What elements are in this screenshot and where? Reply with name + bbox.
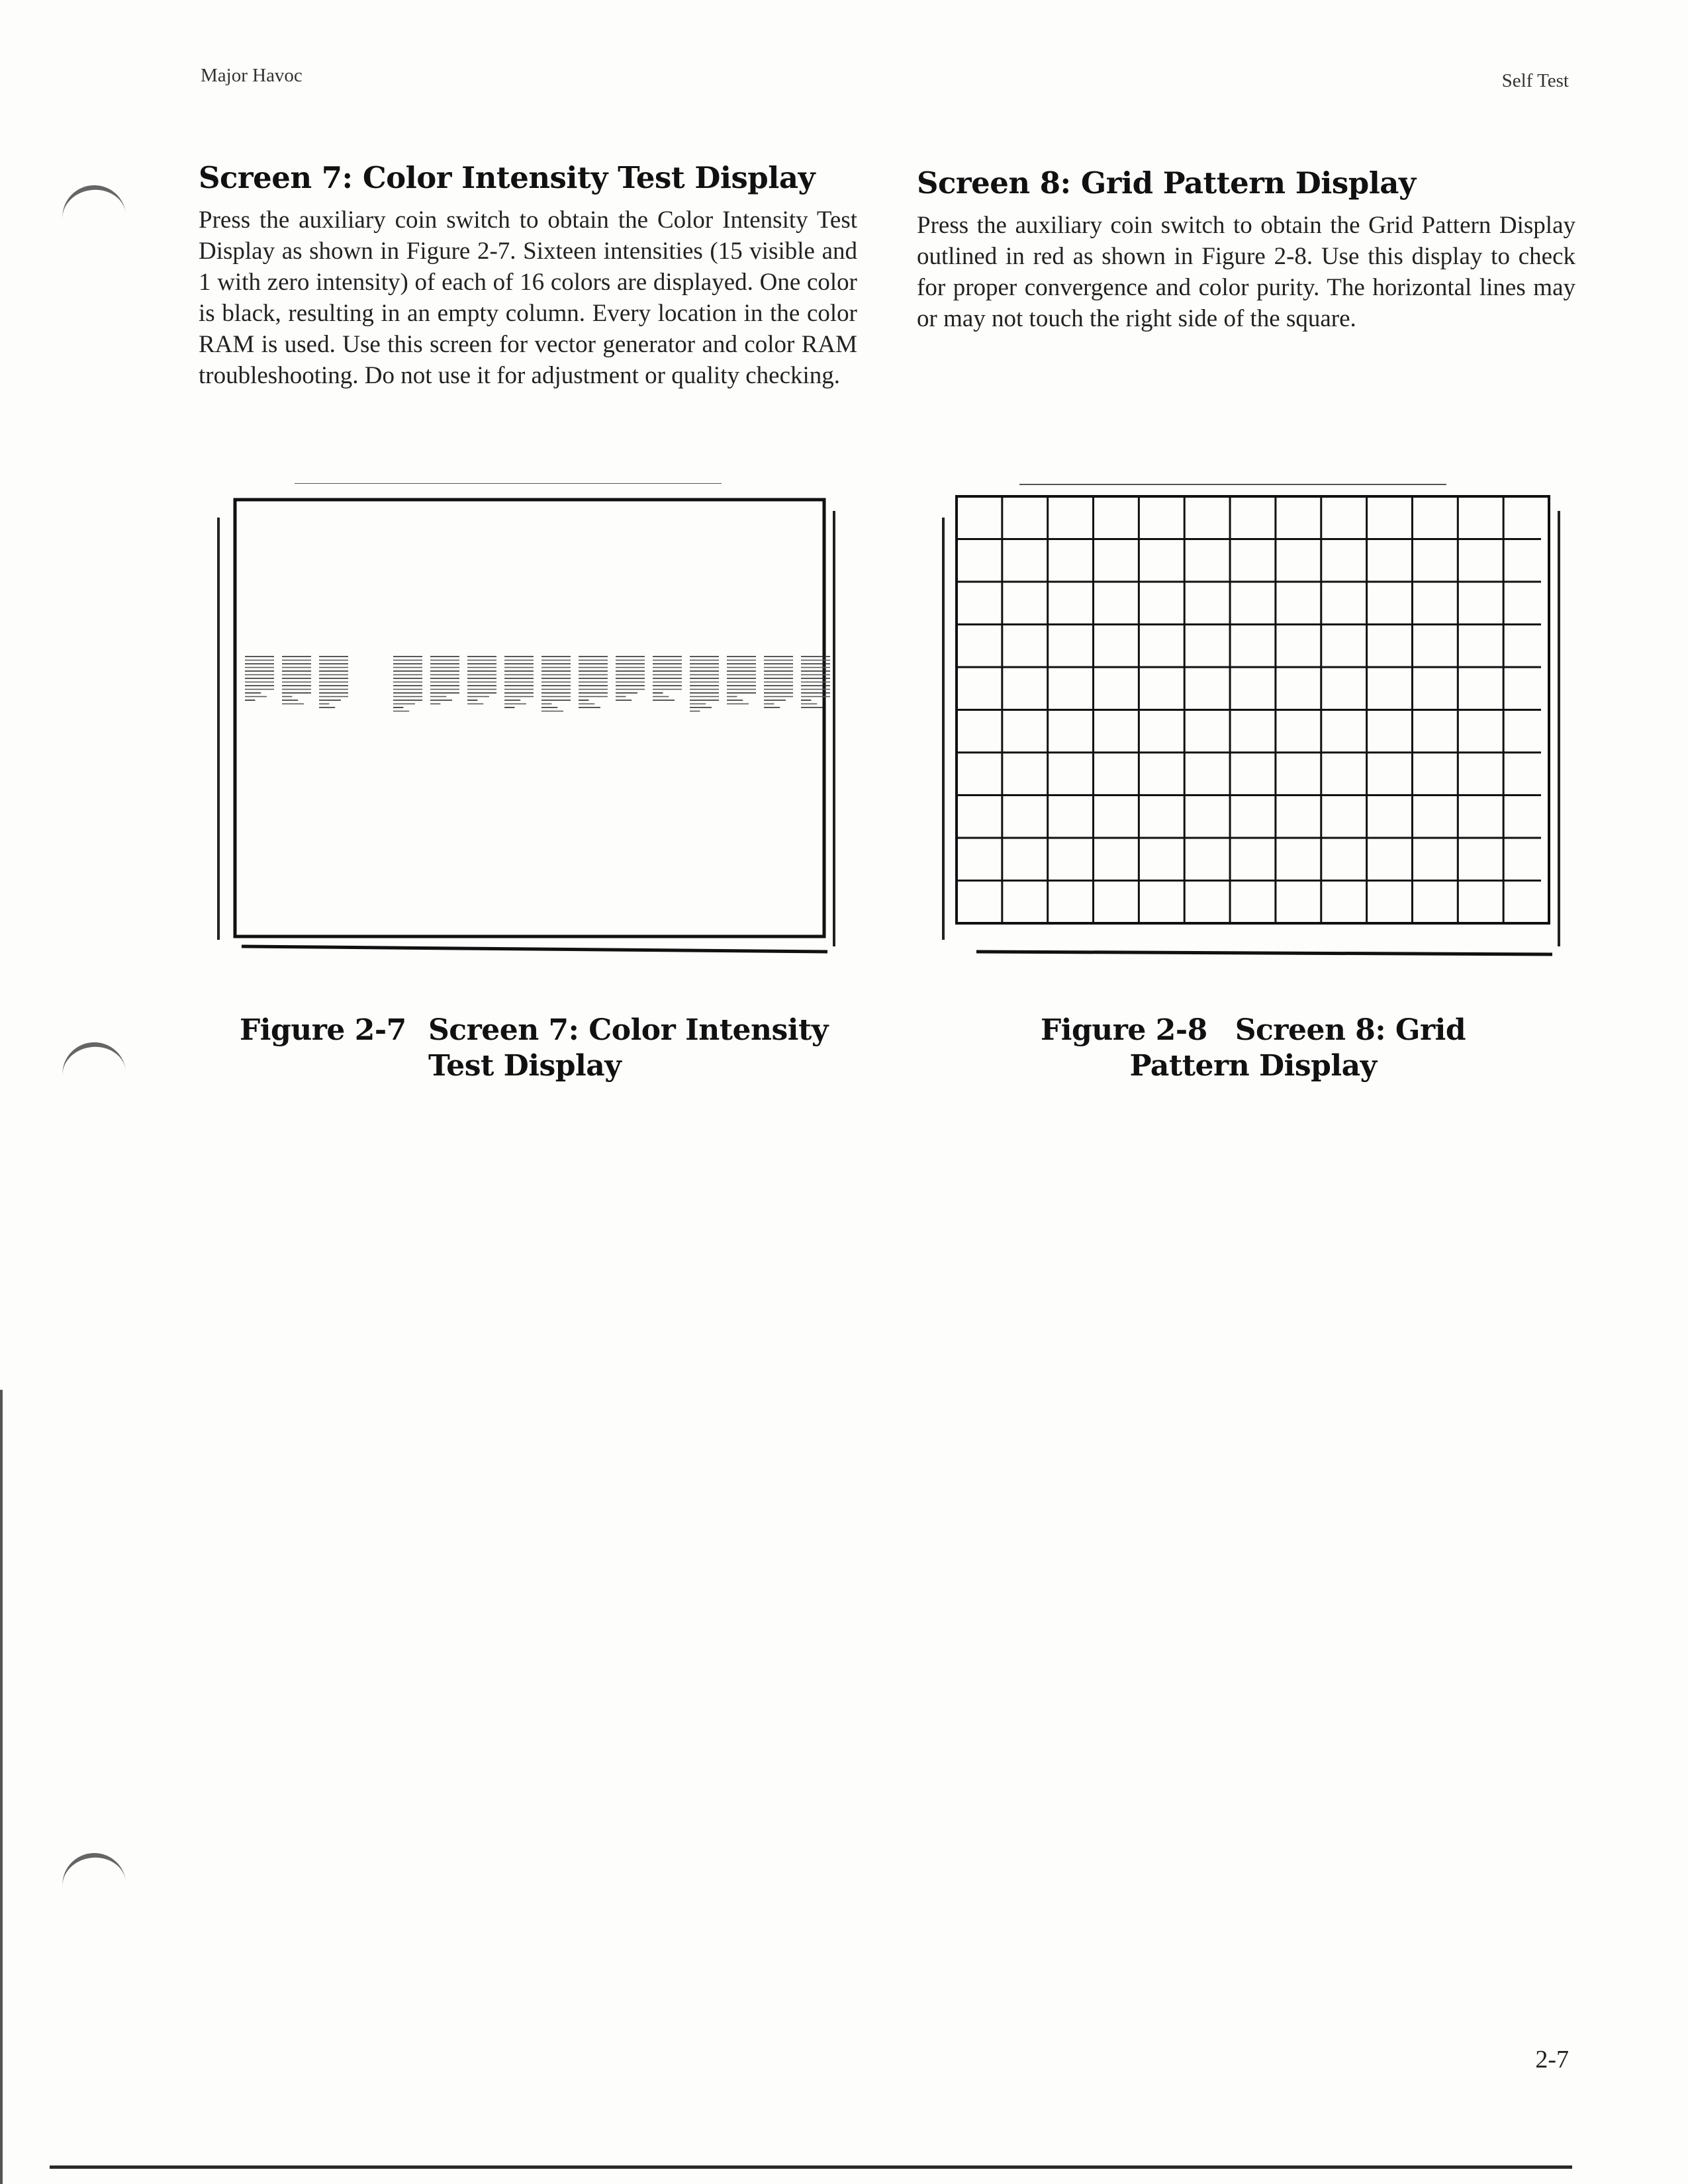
intensity-column bbox=[430, 657, 459, 704]
section-title-screen-7: Screen 7: Color Intensity Test Display bbox=[199, 160, 816, 195]
figure-number-2-7: Figure 2-7 bbox=[240, 1013, 406, 1047]
figure-2-7-illustration bbox=[212, 483, 841, 960]
binder-hole-3 bbox=[60, 1850, 126, 1890]
intensity-column bbox=[690, 657, 719, 711]
bottom-rule bbox=[50, 2165, 1572, 2169]
intensity-column bbox=[579, 657, 608, 707]
intensity-column bbox=[616, 657, 645, 700]
section-title-screen-8: Screen 8: Grid Pattern Display bbox=[917, 165, 1416, 201]
intensity-column bbox=[245, 657, 274, 700]
intensity-column bbox=[541, 657, 571, 711]
figure-caption-2-8-line-1: Screen 8: Grid bbox=[1235, 1013, 1466, 1047]
section-screen-8 bbox=[917, 165, 1575, 334]
running-head-right: Self Test bbox=[1501, 70, 1569, 91]
figure-caption-2-7-line-1: Screen 7: Color Intensity bbox=[428, 1013, 828, 1047]
section-body-screen-8: Press the auxiliary coin switch to obtain the Grid Pattern Display outlined in red as shown in Figure 2-8. Use this display to check for proper convergence and color purity. The horizontal lines may or may not touch the right side of the square. bbox=[917, 212, 1575, 332]
binder-hole-1 bbox=[60, 182, 126, 222]
intensity-column bbox=[282, 657, 311, 704]
figure-2-8-illustration bbox=[937, 483, 1566, 960]
running-head-left: Major Havoc bbox=[201, 65, 303, 86]
binder-hole-2 bbox=[60, 1039, 126, 1079]
intensity-column bbox=[504, 657, 534, 707]
intensity-column bbox=[467, 657, 496, 704]
page-number: 2-7 bbox=[1535, 2046, 1569, 2073]
figure-caption-2-7-line-2: Test Display bbox=[428, 1049, 622, 1083]
figure-caption-2-8-line-2: Pattern Display bbox=[1129, 1049, 1377, 1083]
intensity-column bbox=[319, 657, 348, 707]
grid-pattern-screen-drawing bbox=[937, 483, 1566, 960]
color-intensity-screen-drawing bbox=[212, 483, 841, 960]
scan-edge-shadow bbox=[0, 1390, 3, 2184]
figure-caption-2-7 bbox=[240, 1013, 828, 1084]
figure-caption-2-8 bbox=[1041, 1013, 1466, 1084]
section-screen-7 bbox=[199, 160, 857, 391]
intensity-column bbox=[393, 657, 422, 711]
intensity-column bbox=[727, 657, 756, 704]
figure-number-2-8: Figure 2-8 bbox=[1041, 1013, 1207, 1047]
intensity-column bbox=[764, 657, 793, 707]
section-body-screen-7: Press the auxiliary coin switch to obtain the Color Intensity Test Display as shown in Figure 2-7. Sixteen intensities (15 visible and 1 with zero intensity) of each of 16 colors are displayed. One color is black, resulting in an empty column. Every location in the color RAM is used. Use this screen for vector generator and color RAM troubleshooting. Do not use it for adjustment or quality checking. bbox=[199, 206, 857, 389]
intensity-column bbox=[653, 657, 682, 700]
